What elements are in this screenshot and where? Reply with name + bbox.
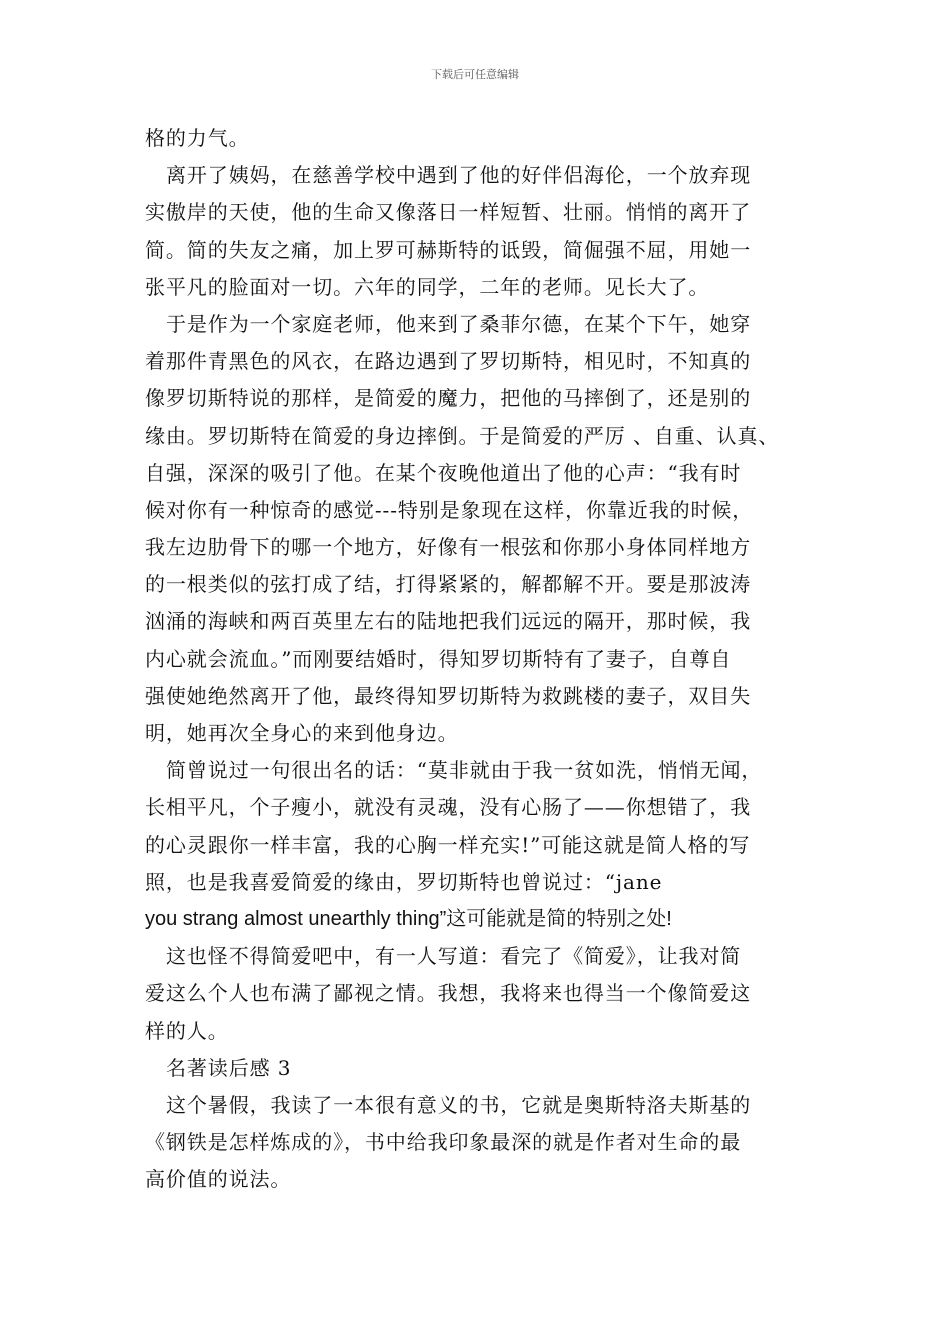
text-line: 强使她绝然离开了他，最终得知罗切斯特为救跳楼的妻子，双目失 <box>145 683 752 708</box>
text-line: you strang almost unearthly thing”这可能就是简的特别之处! <box>145 907 672 930</box>
text-line: 我左边肋骨下的哪一个地方，好像有一根弦和你那小身体同样地方 <box>145 535 752 560</box>
text-line: 长相平凡，个子瘦小，就没有灵魂，没有心肠了——你想错了，我 <box>145 795 752 820</box>
text-line: 候对你有一种惊奇的感觉---特别是象现在这样，你靠近我的时候， <box>145 497 754 522</box>
text-line: 简曾说过一句很出名的话：“莫非就由于我一贫如洗，悄悄无闻， <box>166 758 763 783</box>
text-line: 实傲岸的天使，他的生命又像落日一样短暂、壮丽。悄悄的离开了 <box>145 200 752 225</box>
text-line: 格的力气。 <box>145 126 250 150</box>
text-line: 这也怪不得简爱吧中，有一人写道：看完了《简爱》，让我对简 <box>166 944 742 969</box>
text-line: 样的人。 <box>145 1018 229 1043</box>
text-line: 《钢铁是怎样炼成的》，书中给我印象最深的就是作者对生命的最 <box>145 1130 742 1155</box>
text-line: 爱这么个人也布满了鄙视之情。我想，我将来也得当一个像简爱这 <box>145 981 752 1006</box>
text-line: 缘由。罗切斯特在简爱的身边摔倒。于是简爱的严厉 、自重、认真、 <box>145 423 780 448</box>
text-line: 张平凡的脸面对一切。六年的同学，二年的老师。见长大了。 <box>145 274 710 299</box>
text-line: 汹涌的海峡和两百英里左右的陆地把我们远远的隔开，那时候，我 <box>145 609 752 634</box>
text-line: 着那件青黑色的风衣，在路边遇到了罗切斯特，相见时，不知真的 <box>145 349 752 374</box>
text-line: 的一根类似的弦打成了结，打得紧紧的，解都解不开。要是那波涛 <box>145 572 752 597</box>
text-line: 内心就会流血。”而刚要结婚时，得知罗切斯特有了妻子，自尊自 <box>145 646 732 671</box>
document-body <box>145 120 825 1198</box>
text-line: 自强，深深的吸引了他。在某个夜晚他道出了他的心声：“我有时 <box>145 460 742 485</box>
text-line: 的心灵跟你一样丰富，我的心胸一样充实!”可能这就是简人格的写 <box>145 832 751 857</box>
text-line: 明，她再次全身心的来到他身边。 <box>145 721 459 745</box>
section-heading: 名著读后感 3 <box>166 1055 292 1080</box>
text-line: 像罗切斯特说的那样，是简爱的魔力，把他的马摔倒了，还是别的 <box>145 386 752 411</box>
text-line: 照，也是我喜爱简爱的缘由，罗切斯特也曾说过：“jane <box>145 869 663 894</box>
text-line: 这个暑假，我读了一本很有意义的书，它就是奥斯特洛夫斯基的 <box>166 1092 752 1117</box>
text-line: 离开了姨妈，在慈善学校中遇到了他的好伴侣海伦，一个放弃现 <box>166 163 752 188</box>
text-line: 于是作为一个家庭老师，他来到了桑菲尔德，在某个下午，她穿 <box>166 311 752 336</box>
page-header: 下载后可任意编辑 <box>431 68 519 81</box>
text-line: 简。简的失友之痛，加上罗可赫斯特的诋毁，简倔强不屈，用她一 <box>145 237 752 262</box>
text-line: 高价值的说法。 <box>145 1167 292 1192</box>
